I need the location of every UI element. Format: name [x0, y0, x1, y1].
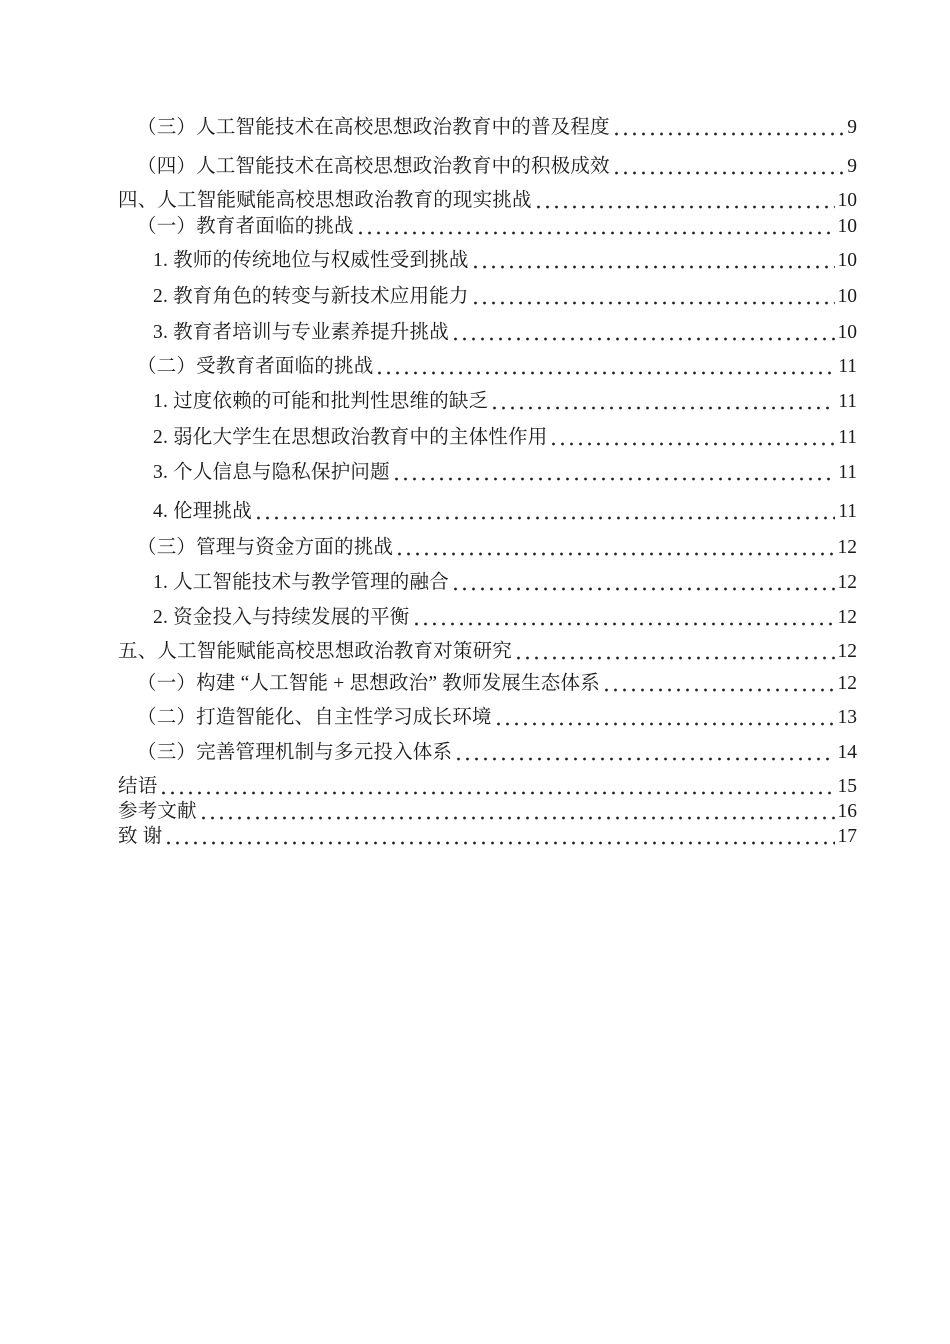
toc-entry-title: 1. 教师的传统地位与权威性受到挑战: [153, 250, 469, 271]
toc-entry-page: 12: [837, 641, 857, 662]
dot-leader: [451, 336, 835, 342]
toc-entry-title: 1. 人工智能技术与教学管理的融合: [153, 572, 449, 593]
toc-entry-page: 14: [837, 742, 857, 763]
toc-entry-page: 12: [837, 673, 857, 694]
toc-entry[interactable]: [118, 673, 857, 695]
toc-entry-title: 四、人工智能赋能高校思想政治教育的现实挑战: [118, 190, 532, 211]
toc-entry[interactable]: [118, 537, 857, 559]
toc-entry-title: （二）打造智能化、自主性学习成长环境: [137, 707, 492, 728]
toc-entry-page: 10: [837, 216, 857, 237]
toc-entry-page: 9: [847, 156, 857, 177]
dot-leader: [454, 756, 834, 762]
toc-entry[interactable]: [118, 391, 857, 413]
toc-entry-page: 11: [838, 391, 857, 412]
toc-entry-page: 10: [837, 322, 857, 343]
toc-entry-title: 参考文献: [118, 801, 197, 822]
toc-entry-title: 3. 教育者培训与专业素养提升挑战: [153, 322, 449, 343]
toc-entry[interactable]: [118, 286, 857, 308]
toc-entry-page: 12: [837, 607, 857, 628]
toc-entry-page: 12: [837, 572, 857, 593]
toc-entry[interactable]: [118, 427, 857, 449]
toc-entry[interactable]: [118, 250, 857, 272]
dot-leader: [494, 721, 835, 727]
dot-leader: [392, 476, 835, 482]
toc-entry-title: 3. 个人信息与隐私保护问题: [153, 462, 390, 483]
toc-entry-title: （三）完善管理机制与多元投入体系: [137, 742, 453, 763]
dot-leader: [375, 370, 835, 376]
toc-entry-page: 11: [838, 501, 857, 522]
dot-leader: [471, 264, 835, 270]
toc-entry[interactable]: [118, 776, 857, 798]
toc-entry[interactable]: [118, 356, 857, 378]
toc-entry-page: 10: [837, 286, 857, 307]
toc-entry-page: 10: [837, 250, 857, 271]
toc-entry[interactable]: [118, 801, 857, 823]
toc-entry-title: （一）构建 “人工智能 + 思想政治” 教师发展生态体系: [137, 673, 600, 694]
toc-entry-title: 4. 伦理挑战: [153, 501, 252, 522]
toc-entry[interactable]: [118, 641, 857, 663]
toc-entry-title: （二）受教育者面临的挑战: [137, 356, 374, 377]
dot-leader: [412, 621, 835, 627]
dot-leader: [612, 170, 844, 176]
toc-entry-page: 16: [837, 801, 857, 822]
toc-entry-page: 17: [837, 826, 857, 847]
toc-entry-title: 致 谢: [118, 826, 163, 847]
toc-entry-page: 12: [837, 537, 857, 558]
toc-entry[interactable]: [118, 572, 857, 594]
dot-leader: [164, 840, 834, 846]
toc-entry[interactable]: [118, 826, 857, 848]
dot-leader: [471, 300, 835, 306]
toc-entry-title: 2. 教育角色的转变与新技术应用能力: [153, 286, 469, 307]
toc-entry-title: 1. 过度依赖的可能和批判性思维的缺乏: [153, 391, 489, 412]
toc-entry-page: 9: [847, 117, 857, 138]
dot-leader: [549, 441, 835, 447]
toc-entry[interactable]: [118, 190, 857, 212]
toc-entry[interactable]: [118, 501, 857, 523]
toc-entry[interactable]: [118, 322, 857, 344]
toc-entry[interactable]: [118, 707, 857, 729]
toc-entry-page: 11: [838, 356, 857, 377]
dot-leader: [490, 405, 835, 411]
toc-entry-title: （一）教育者面临的挑战: [137, 216, 354, 237]
dot-leader: [534, 204, 835, 210]
dot-leader: [159, 790, 834, 796]
table-of-contents: [118, 0, 857, 848]
toc-entry-title: 五、人工智能赋能高校思想政治教育对策研究: [118, 641, 513, 662]
toc-entry[interactable]: [118, 117, 857, 139]
toc-entry[interactable]: [118, 216, 857, 238]
dot-leader: [602, 687, 835, 693]
toc-entry[interactable]: [118, 742, 857, 764]
toc-entry-page: 13: [837, 707, 857, 728]
toc-entry[interactable]: [118, 462, 857, 484]
toc-entry[interactable]: [118, 156, 857, 178]
dot-leader: [356, 230, 835, 236]
toc-entry-title: 2. 资金投入与持续发展的平衡: [153, 607, 410, 628]
toc-entry-page: 11: [838, 427, 857, 448]
toc-entry-title: （四）人工智能技术在高校思想政治教育中的积极成效: [137, 156, 610, 177]
dot-leader: [514, 655, 834, 661]
toc-entry-title: 2. 弱化大学生在思想政治教育中的主体性作用: [153, 427, 548, 448]
dot-leader: [612, 131, 844, 137]
toc-entry-page: 10: [837, 190, 857, 211]
toc-entry-page: 11: [838, 462, 857, 483]
toc-entry[interactable]: [118, 607, 857, 629]
dot-leader: [395, 551, 834, 557]
toc-entry-title: 结语: [118, 776, 158, 797]
toc-entry-title: （三）人工智能技术在高校思想政治教育中的普及程度: [137, 117, 610, 138]
dot-leader: [254, 515, 835, 521]
toc-entry-page: 15: [837, 776, 857, 797]
dot-leader: [199, 815, 835, 821]
dot-leader: [451, 586, 835, 592]
toc-entry-title: （三）管理与资金方面的挑战: [137, 537, 394, 558]
